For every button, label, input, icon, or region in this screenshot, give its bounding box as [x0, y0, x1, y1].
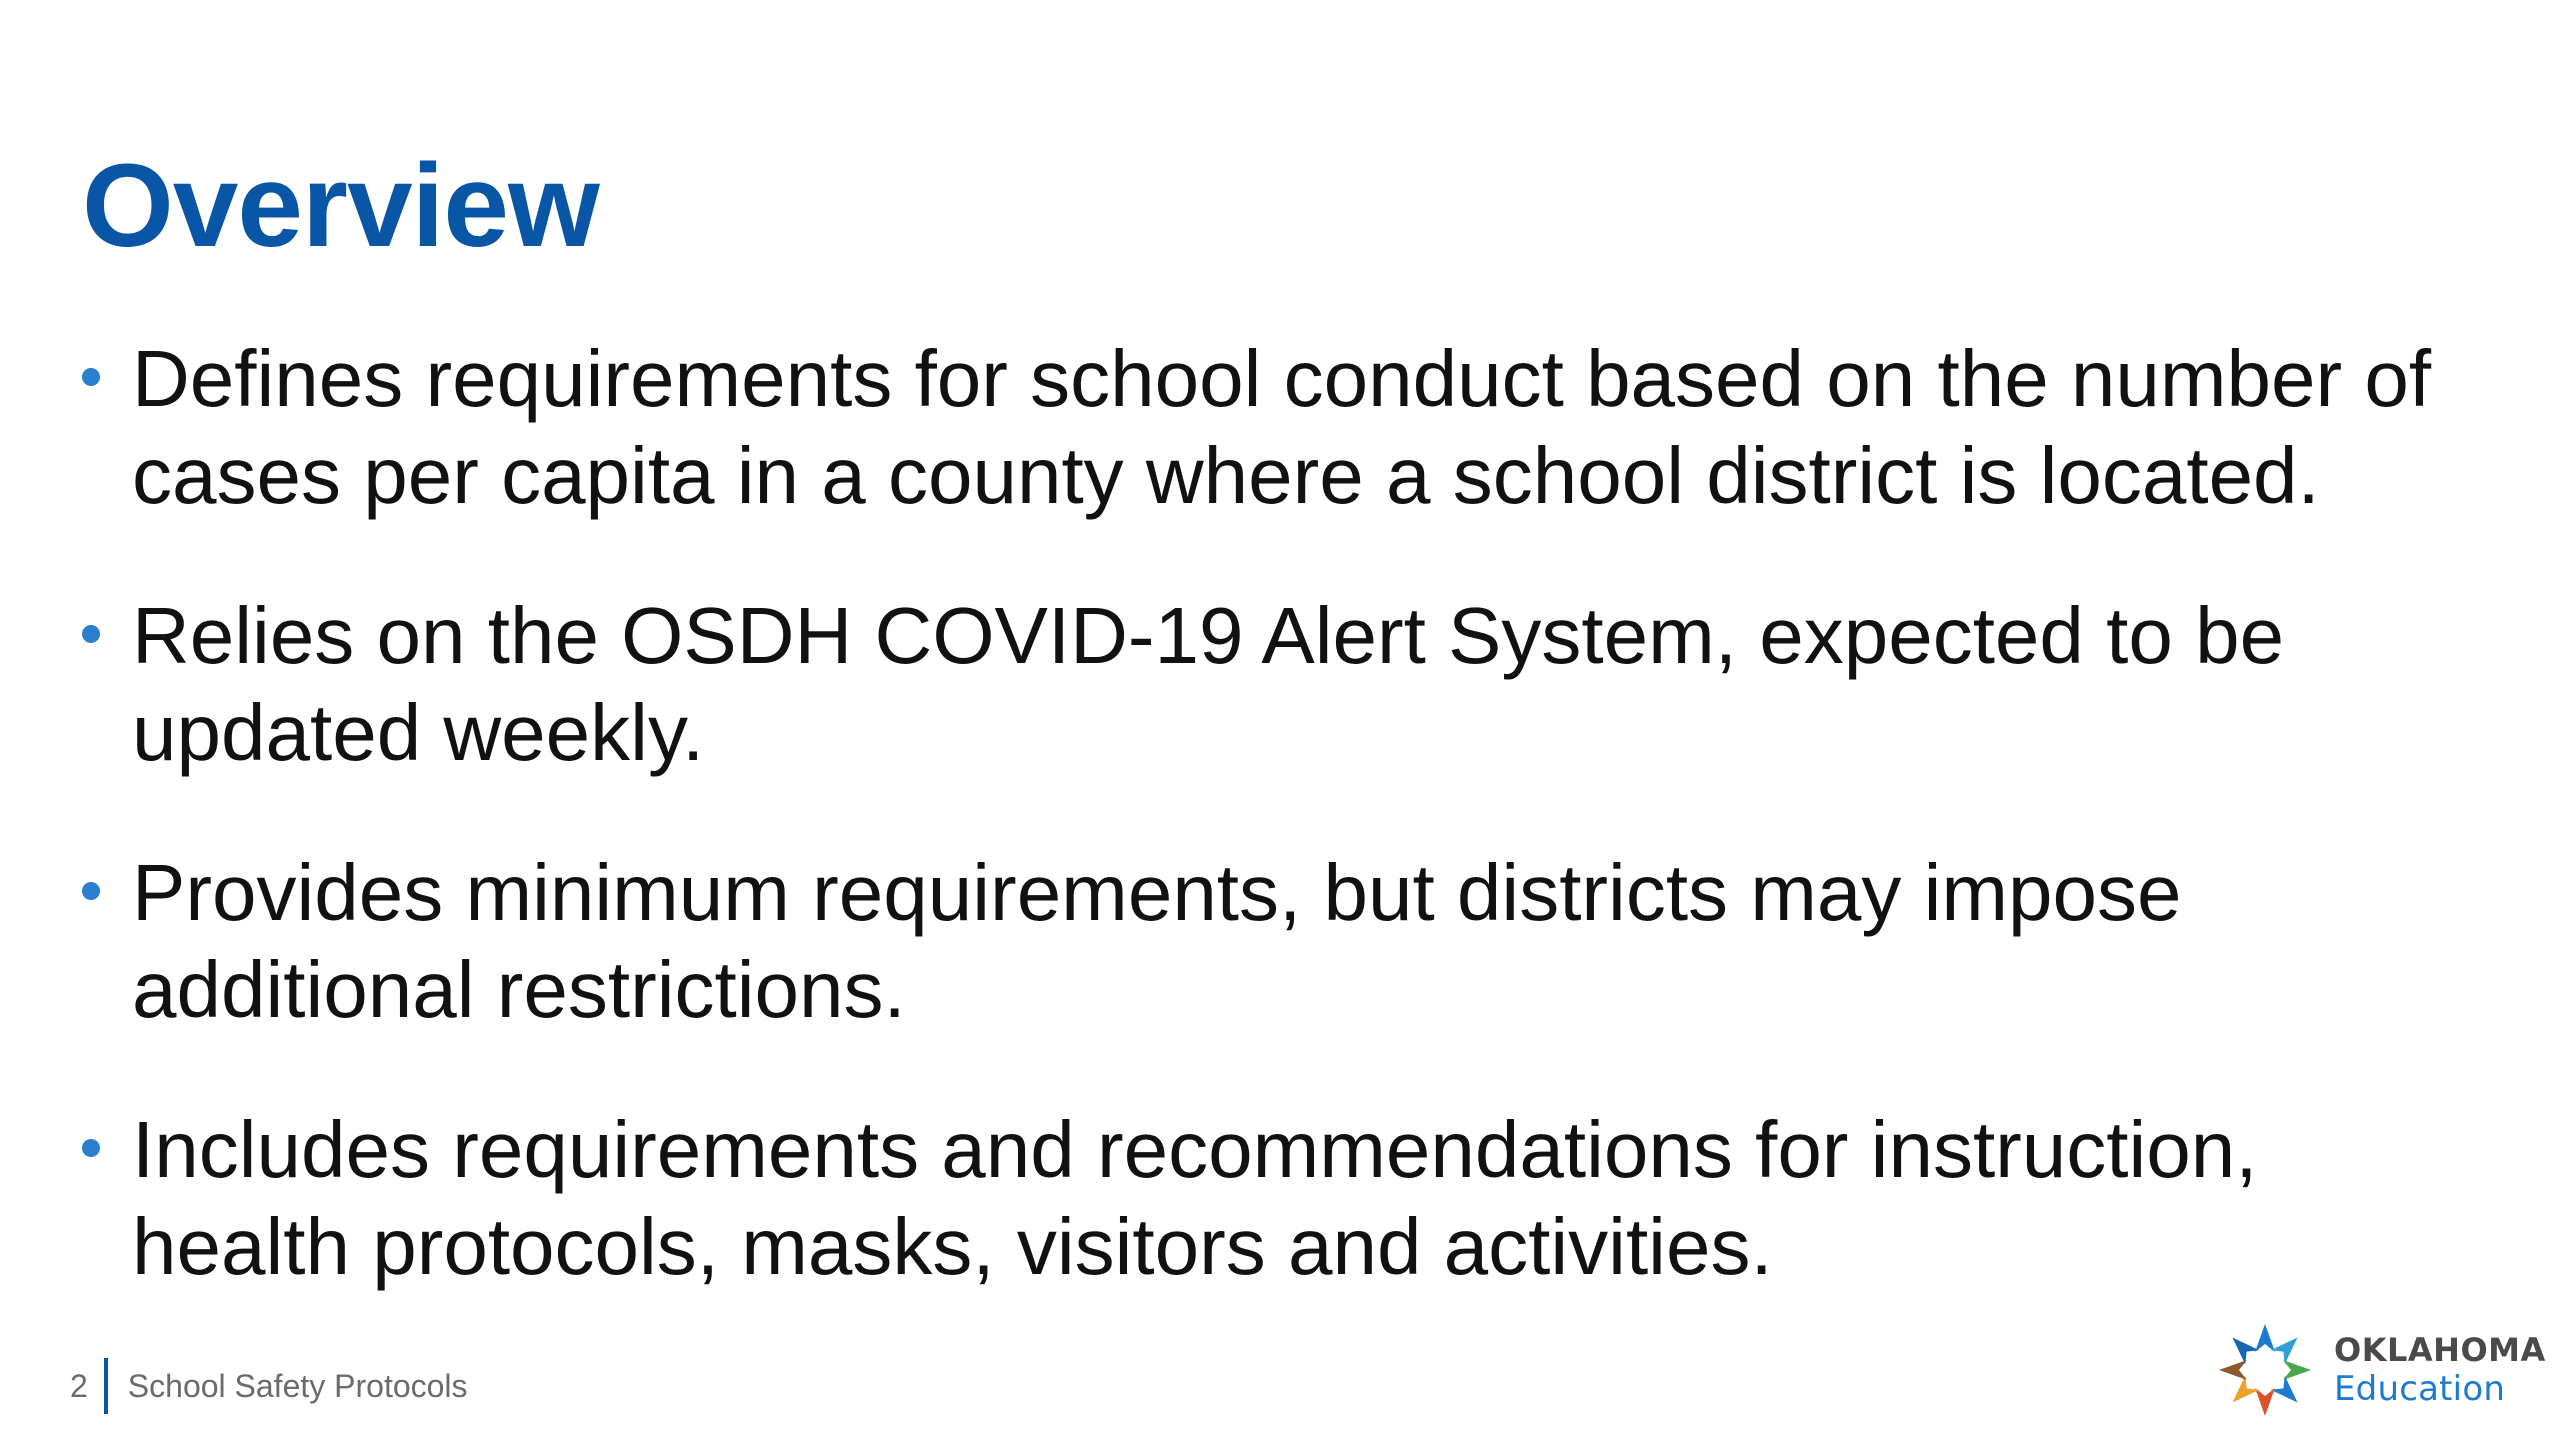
star-burst-logo-icon [2210, 1315, 2320, 1425]
bullet-dot-icon [82, 625, 100, 643]
bullet-list [82, 330, 2482, 1358]
logo-line2: Education [2334, 1369, 2506, 1409]
bullet-dot-icon [82, 1139, 100, 1157]
bullet-text: Relies on the OSDH COVID-19 Alert System, expected to be updated weekly. [132, 591, 2285, 777]
oklahoma-education-logo [2210, 1315, 2546, 1425]
bullet-text: Provides minimum requirements, but districts may impose additional restrictions. [132, 848, 2182, 1034]
bullet-item [82, 1101, 2482, 1295]
footer-divider [104, 1358, 108, 1414]
bullet-text: Includes requirements and recommendations for instruction, health protocols, masks, visitors and activities. [132, 1105, 2258, 1291]
bullet-text: Defines requirements for school conduct based on the number of cases per capita in a county where a school district is located. [132, 334, 2432, 520]
slide-footer [70, 1358, 468, 1414]
bullet-dot-icon [82, 882, 100, 900]
bullet-item [82, 330, 2482, 524]
logo-line1: OKLAHOMA [2334, 1331, 2546, 1369]
footer-label: School Safety Protocols [127, 1367, 468, 1404]
bullet-item [82, 844, 2482, 1038]
page-number: 2 [70, 1367, 88, 1404]
logo-text [2334, 1331, 2546, 1409]
bullet-item [82, 587, 2482, 781]
slide-title: Overview [82, 140, 599, 272]
bullet-dot-icon [82, 368, 100, 386]
